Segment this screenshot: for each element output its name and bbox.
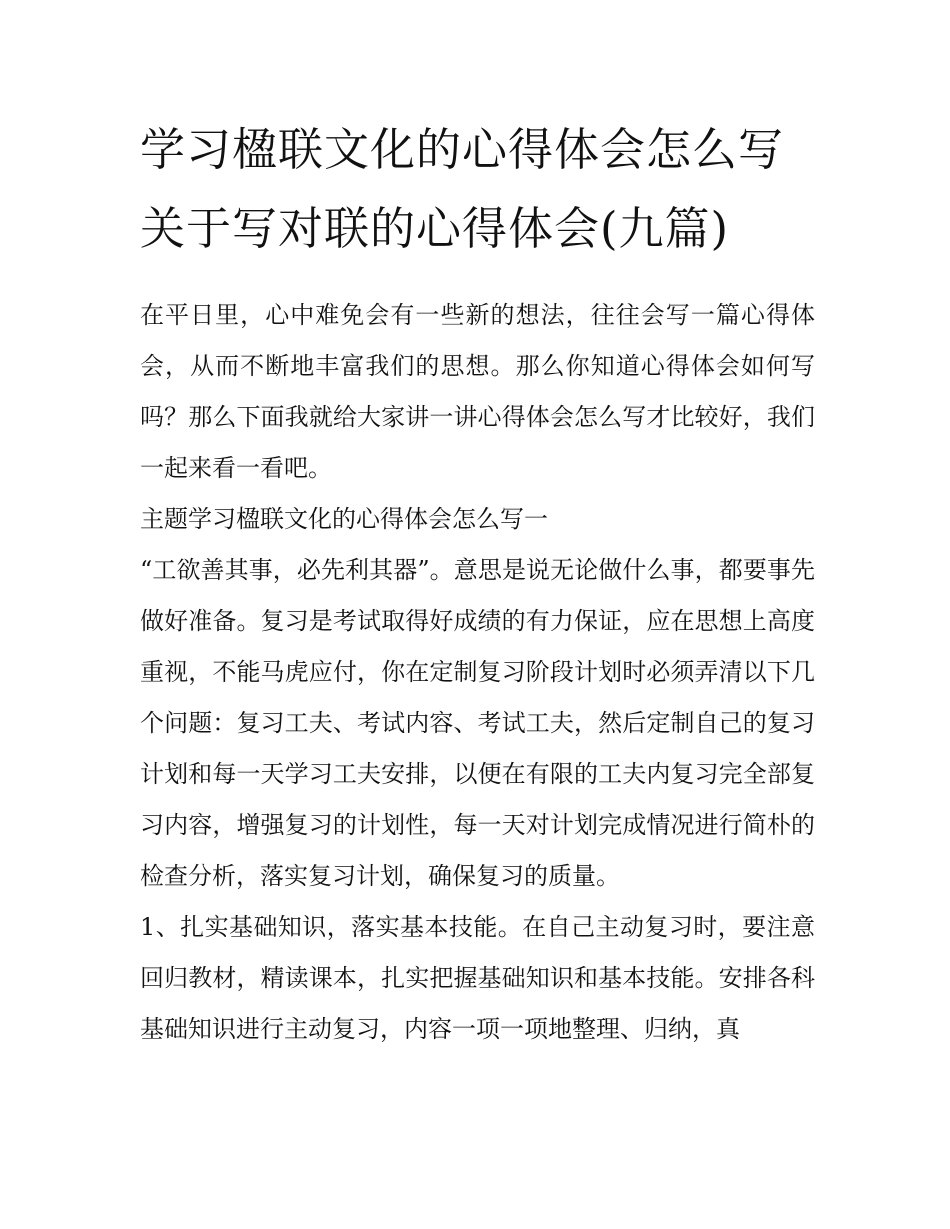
body-paragraph-2: 1、扎实基础知识，落实基本技能。在自己主动复习时，要注意回归教材，精读课本，扎实把握基础知识和基本技能。安排各科基础知识进行主动复习，内容一项一项地整理、归纳，真 <box>140 913 815 1043</box>
document-title: 学习楹联文化的心得体会怎么写 关于写对联的心得体会(九篇) <box>140 123 785 255</box>
intro-paragraph: 在平日里，心中难免会有一些新的想法，往往会写一篇心得体会，从而不断地丰富我们的思想。那么你知道心得体会如何写吗？那么下面我就给大家讲一讲心得体会怎么写才比较好，我们一起来看一看吧。 <box>140 301 815 482</box>
section-heading: 主题学习楹联文化的心得体会怎么写一 <box>140 505 548 533</box>
body-paragraph-1: “工欲善其事，必先利其器”。意思是说无论做什么事，都要事先做好准备。复习是考试取得好成绩的有力保证，应在思想上高度重视，不能马虎应付，你在定制复习阶段计划时必须弄清以下几个问题：复习工夫、考试内容、考试工夫，然后定制自己的复习计划和每一天学习工夫安排，以便在有限的工夫内复习完全部复习内容，增强复习的计划性，每一天对计划完成情况进行简朴的检查分析，落实复习计划，确保复习的质量。 <box>140 556 815 890</box>
document-page <box>140 110 815 1055</box>
